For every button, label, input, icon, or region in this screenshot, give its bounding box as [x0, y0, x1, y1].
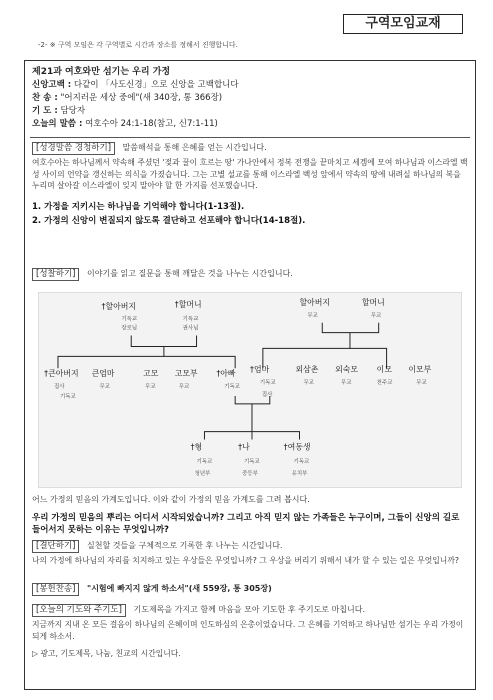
decision-desc: 실천할 것들을 구체적으로 기록한 후 나누는 시간입니다. — [87, 541, 283, 550]
svg-text:†할머니: †할머니 — [174, 299, 202, 309]
page-note: -2- ※ 구역 모임은 각 구역별로 시간과 장소를 정해서 진행합니다. — [38, 41, 238, 49]
bible-label: [성경말씀 경청하기] — [32, 142, 115, 155]
tree-node-grandmother-p — [175, 299, 202, 332]
reflect-bottom — [32, 494, 468, 536]
svg-text:무교: 무교 — [370, 312, 382, 319]
prayer-topics-desc: 기도제목을 가지고 함께 마음을 모아 기도한 후 주기도로 마칩니다. — [133, 605, 366, 614]
tree-node-father — [216, 368, 240, 390]
closing-note: ▷ 광고, 기도제목, 나눔, 친교의 시간입니다. — [32, 649, 181, 658]
svg-text:†나: †나 — [238, 442, 250, 452]
svg-text:천주교: 천주교 — [376, 380, 393, 387]
svg-text:기독교: 기독교 — [121, 316, 138, 323]
tree-node-me — [238, 441, 260, 477]
tree-node-aunt — [143, 369, 159, 390]
prayer-topics-body: 지금까지 지내 온 모든 걸음이 하나님의 은혜이며 인도하심의 은총이었습니다. 그 은혜를 기억하고 하나님만 섬기는 우리 가정이 되게 하소서. — [32, 620, 464, 641]
tree-node-maternal-aunt — [377, 364, 394, 386]
bible-desc: 말씀해석을 통해 은혜를 얻는 시간입니다. — [122, 143, 267, 152]
hymn-row — [32, 92, 468, 105]
svg-text:무교: 무교 — [178, 384, 190, 391]
svg-text:†큰아버지: †큰아버지 — [44, 369, 79, 379]
offering-value: "시험에 빠지지 않게 하소서"(새 559장, 통 305장) — [87, 584, 272, 593]
family-tree-photo — [38, 292, 462, 488]
divider — [30, 137, 470, 138]
tree-node-younger-sister — [284, 441, 311, 477]
svg-text:무교: 무교 — [303, 380, 314, 387]
confession-row — [32, 79, 468, 92]
svg-text:기독교: 기독교 — [196, 459, 213, 466]
svg-text:†엄마: †엄마 — [249, 365, 270, 375]
tree-node-maternal-uncle — [296, 364, 319, 386]
lesson-title: 제21과 여호와만 섬기는 우리 가정 — [32, 67, 171, 77]
svg-text:권사님: 권사님 — [182, 325, 199, 332]
reflect-caption: 어느 가정의 믿음의 가계도입니다. 이와 같이 가정의 믿음 가계도를 그려 봅시다. — [32, 495, 310, 504]
prayer-topics-section — [32, 604, 468, 660]
bible-point-1: 1. 가정을 지키시는 하나님을 기억해야 합니다(1-13절). — [32, 201, 245, 212]
scripture-row — [32, 118, 468, 131]
svg-text:무교: 무교 — [99, 384, 111, 391]
svg-text:할머니: 할머니 — [361, 297, 385, 307]
svg-text:할아버지: 할아버지 — [299, 297, 331, 307]
svg-text:청년부: 청년부 — [194, 471, 211, 478]
svg-text:기독교: 기독교 — [259, 380, 276, 387]
tree-node-mother — [250, 364, 276, 398]
svg-text:큰엄마: 큰엄마 — [91, 369, 115, 379]
svg-text:무교: 무교 — [341, 380, 352, 387]
svg-text:중등부: 중등부 — [242, 471, 258, 478]
bible-body: 여호수아는 하나님께서 약속해 주셨던 '젖과 꿀이 흐르는 땅' 가나안에서 정복 전쟁을 끝마치고 세겜에 모여 하나님과 이스라엘 백성 사이의 언약을 갱신하는 의식을 가졌습니다. 그는 고별 설교를 통해 이스라엘 백성 앞에서 약속의 땅에 내려실 하나님의 복을 누리며 살아갈 이스라엘이 잊지 말아야 할 한 가지를 선포했습니다. — [32, 158, 468, 190]
prayer-row — [32, 105, 468, 118]
decision-section — [32, 540, 468, 567]
confession-value: 다같이 「사도신경」으로 신앙을 고백합니다 — [73, 80, 239, 90]
svg-text:무교: 무교 — [307, 312, 318, 319]
svg-text:집사: 집사 — [261, 391, 273, 398]
tree-node-aunt-in-law — [92, 368, 115, 390]
tree-node-maternal-aunt-in-law — [335, 364, 358, 386]
family-tree-drawing — [39, 293, 461, 487]
reflect-desc: 이야기를 읽고 질문을 통해 깨달은 것을 나누는 시간입니다. — [87, 269, 293, 278]
svg-text:†형: †형 — [190, 442, 203, 452]
reflect-question: 우리 가정의 믿음의 뿌리는 어디서 시작되었습니까? 그리고 아직 믿지 않는 가족들은 누구이며, 그들이 신앙의 길로 들어서지 못하는 이유는 무엇입니까? — [32, 512, 460, 535]
svg-text:고모: 고모 — [143, 369, 159, 379]
svg-text:장로님: 장로님 — [121, 325, 138, 332]
tree-node-older-brother — [191, 441, 213, 477]
svg-text:†여동생: †여동생 — [283, 442, 311, 452]
svg-text:무교: 무교 — [416, 380, 427, 387]
prayer-topics-label: [오늘의 기도와 주기도] — [32, 604, 126, 617]
tree-node-grandfather-p — [102, 301, 138, 332]
page-header — [0, 10, 493, 50]
scripture-label: 오늘의 말씀 : — [32, 119, 83, 129]
hymn-label: 찬 송 : — [32, 93, 58, 103]
tree-node-uncle — [44, 368, 79, 400]
offering-section — [32, 583, 468, 596]
tree-node-grandmother-m — [362, 297, 385, 307]
svg-text:기독교: 기독교 — [182, 316, 199, 323]
prayer-label: 기 도 : — [32, 106, 58, 116]
lesson-header — [32, 66, 468, 131]
reflect-section — [32, 268, 468, 281]
svg-text:기독교: 기독교 — [59, 393, 76, 400]
tree-node-grandfather-m — [299, 297, 330, 307]
svg-text:기독교: 기독교 — [224, 384, 241, 391]
svg-text:기독교: 기독교 — [244, 459, 260, 466]
svg-text:이모: 이모 — [376, 365, 392, 375]
svg-text:이모부: 이모부 — [408, 365, 432, 375]
reflect-label: [성찰하기] — [32, 268, 79, 281]
svg-text:기독교: 기독교 — [293, 459, 310, 466]
hymn-value: "어지러운 세상 중에"(새 340장, 통 366장) — [60, 93, 223, 103]
svg-text:집사: 집사 — [54, 384, 65, 391]
decision-body: 나의 가정에 하나님의 자리를 치지하고 있는 우상들은 무엇입니까? 그 우상을 버리기 위해서 내가 할 수 있는 일은 무엇입니까? — [32, 556, 459, 565]
bible-point-2: 2. 가정의 신앙이 변질되지 않도록 결단하고 선포해야 합니다(14-18절). — [32, 215, 306, 226]
decision-label: [결단하기] — [32, 540, 79, 553]
svg-text:고모부: 고모부 — [174, 369, 198, 379]
prayer-value: 담당자 — [60, 106, 86, 116]
svg-text:외삼촌: 외삼촌 — [295, 365, 319, 375]
svg-text:유치부: 유치부 — [291, 471, 308, 478]
svg-text:†아빠: †아빠 — [216, 369, 236, 379]
offering-label: [봉헌찬송] — [32, 583, 79, 596]
confession-label: 신앙고백 : — [32, 80, 72, 90]
tree-node-uncle-in-law — [175, 369, 198, 390]
brand-box: 구역모임교재 — [343, 14, 463, 34]
svg-text:외숙모: 외숙모 — [335, 365, 359, 375]
scripture-value: 여호수아 24:1-18(참고, 신7:1-11) — [85, 119, 218, 129]
tree-node-maternal-aunt-husband — [408, 364, 431, 386]
svg-text:†할아버지: †할아버지 — [101, 301, 137, 311]
svg-text:무교: 무교 — [145, 384, 156, 391]
bible-section — [32, 142, 468, 228]
